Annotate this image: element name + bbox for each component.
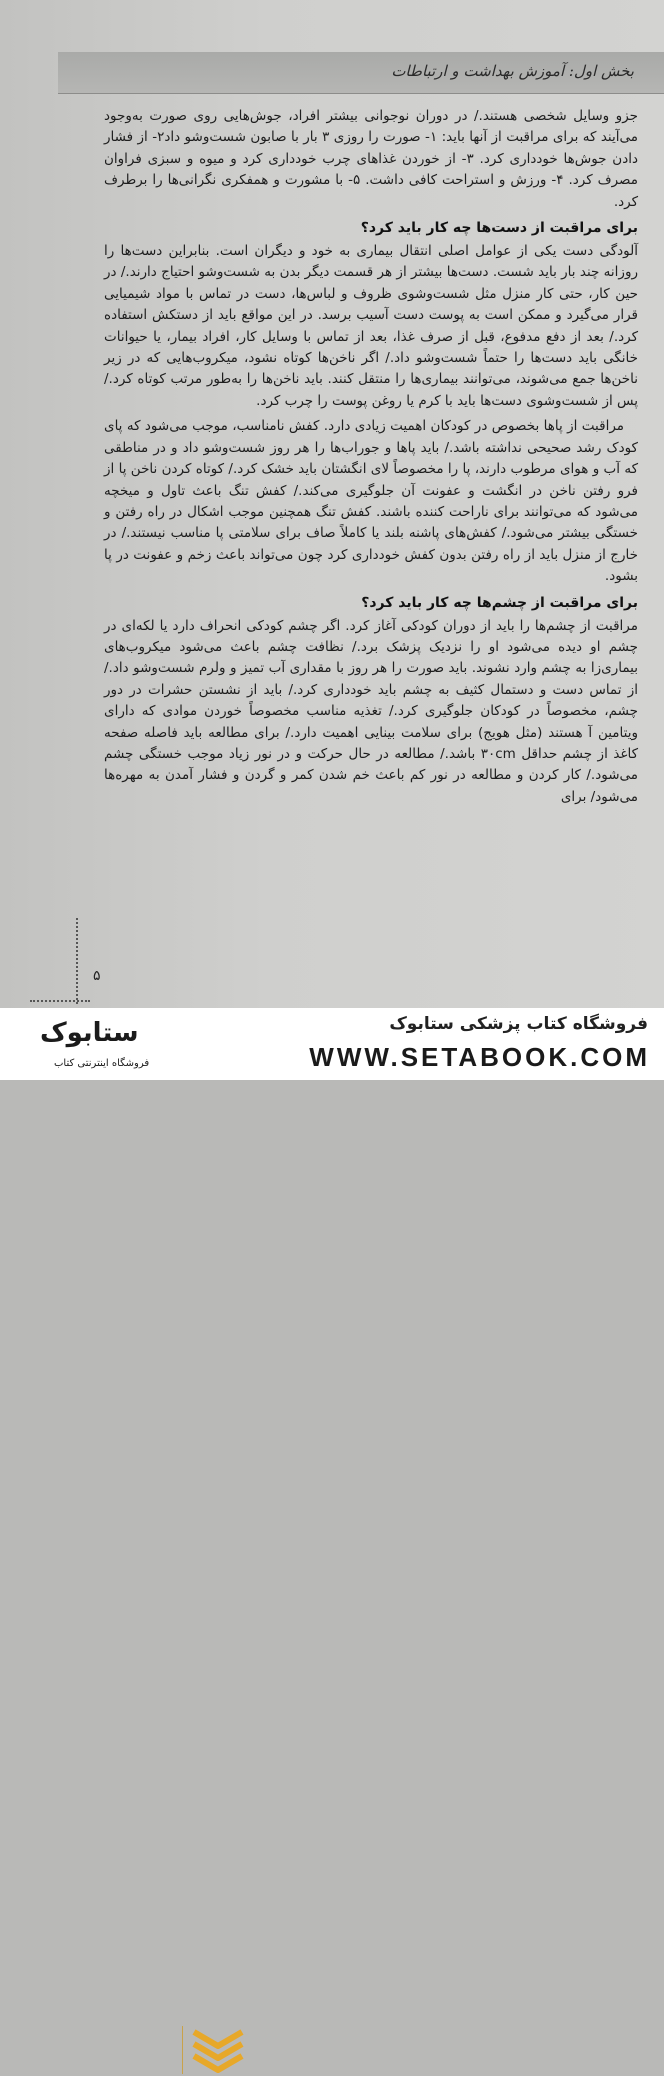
logo-tagline: فروشگاه اینترنتی کتاب xyxy=(54,1058,150,1069)
logo-wordmark: ستابوک xyxy=(40,1018,139,1048)
book-page xyxy=(0,0,664,1008)
store-url[interactable]: WWW.SETABOOK.COM xyxy=(309,1042,650,1072)
logo-divider xyxy=(182,2026,183,2074)
paragraph-eyes: مراقبت از چشم‌ها را باید از دوران کودکی آغاز کرد. اگر چشم کودکی انحراف دارد یا لکه‌ای در چشم او دیده می‌شود او را نزدیک پزشک برد./ نظافت چشم باعث می‌شود میکروب‌های بیماری‌زا به چشم وارد نشوند. باید صورت را هر روز با مقداری آب تمیز و ولرم شست‌وشو داد./ از تماس دست و دستمال کثیف به چشم باید خودداری کرد./ باید از نشستن حشرات در دور چشم، مخصوصاً در کودکان جلوگیری کرد./ تغذیه مناسب مخصوصاً خوردن موادی که دارای ویتامین آ هستند (مثل هویج) برای سلامت بینایی اهمیت دارد./ برای مطالعه باید فاصله صفحه کاغذ از چشم حداقل ۳۰cm باشد./ مطالعه در حال حرکت و در نور زیاد موجب خستگی چشم می‌شود./ کار کردن و مطالعه در نور کم باعث خم شدن کمر و گردن و فشار آمدن به مهره‌ها می‌شود/ برای xyxy=(104,617,639,805)
dotted-line-horizontal xyxy=(30,1000,90,1002)
setabook-logo-icon xyxy=(190,2026,246,2076)
heading-eyes: برای مراقبت از چشم‌ها چه کار باید کرد؟ xyxy=(361,594,638,611)
heading-hands: برای مراقبت از دست‌ها چه کار باید کرد؟ xyxy=(360,220,638,237)
header-rule xyxy=(58,93,664,94)
dotted-line-vertical xyxy=(76,918,78,1004)
paragraph-intro: جزو وسایل شخصی هستند./ در دوران نوجوانی بیشتر افراد، جوش‌هایی روی صورت به‌وجود می‌آیند که برای مراقبت از آنها باید: ۱- صورت را روزی ۳ بار با صابون شست‌وشو داد۲- از فشار دادن جوش‌ها خودداری کرد. ۳- از خوردن غذاهای چرب خودداری کرد و میوه و سبزی فراوان مصرف کرد. ۴- ورزش و استراحت کافی داشت. ۵- با مشورت و همفکری نگرانی‌ها را برطرف کرد. xyxy=(104,108,638,210)
chapter-header: بخش اول: آموزش بهداشت و ارتباطات xyxy=(391,62,634,80)
page-number: ۵ xyxy=(93,968,101,984)
paragraph-feet: مراقبت از پاها بخصوص در کودکان اهمیت زیادی دارد. کفش نامناسب، موجب می‌شود که پای کودک رشد صحیحی نداشته باشد./ باید پاها و جوراب‌ها را هر روز شست‌وشو داد و در مناطقی که آب و هوای مرطوب دارند، پا را مخصوصاً لای انگشتان باید خشک کرد./ کوتاه کردن ناخن پا از فرو رفتن ناخن در انگشت و عفونت آن جلوگیری می‌کند./ کفش تنگ باعث تاول و میخچه می‌شود که می‌توانند برای ناراحت کننده باشند. کفش تنگ همچنین موجب اشکال در راه رفتن و خستگی بیشتر می‌شود./ کفش‌های پاشنه بلند یا کاملاً صاف برای سلامتی پا مناسب نیستند./ در خارج از منزل باید از راه رفتن بدون کفش خودداری کرد چون می‌تواند باعث زخم و عفونت در پا بشود. xyxy=(104,418,638,585)
paragraph-hands: آلودگی دست یکی از عوامل اصلی انتقال بیماری به خود و دیگران است. بنابراین دست‌ها را روزانه چند بار باید شست. دست‌ها بیشتر از هر قسمت دیگر بدن به شست‌وشو احتیاج دارند./ در حین کار، حتی کار منزل مثل شست‌وشوی ظروف و لباس‌ها، دست در تماس با مواد شیمیایی قرار می‌گیرد و ممکن است به پوست دست آسیب برسد. در این مواقع باید از دستکش استفاده کرد./ بعد از دفع مدفوع، قبل از صرف غذا، بعد از تماس با وسایل کار، افراد بیمار، یا حیوانات خانگی باید دست‌ها را حتماً شست‌وشو داد./ اگر ناخن‌ها کوتاه نشود، میکروب‌هایی که در زیر ناخن‌ها جمع می‌شوند، می‌توانند بیماری‌ها را منتقل کنند. باید ناخن‌ها را به‌طور مرتب کوتاه کرد./ پس از شست‌وشوی دست‌ها باید با کرم یا روغن پوست را چرب کرد. xyxy=(104,243,638,409)
page-content xyxy=(104,106,638,808)
store-name: فروشگاه کتاب پزشکی ستابوک xyxy=(389,1014,648,1034)
